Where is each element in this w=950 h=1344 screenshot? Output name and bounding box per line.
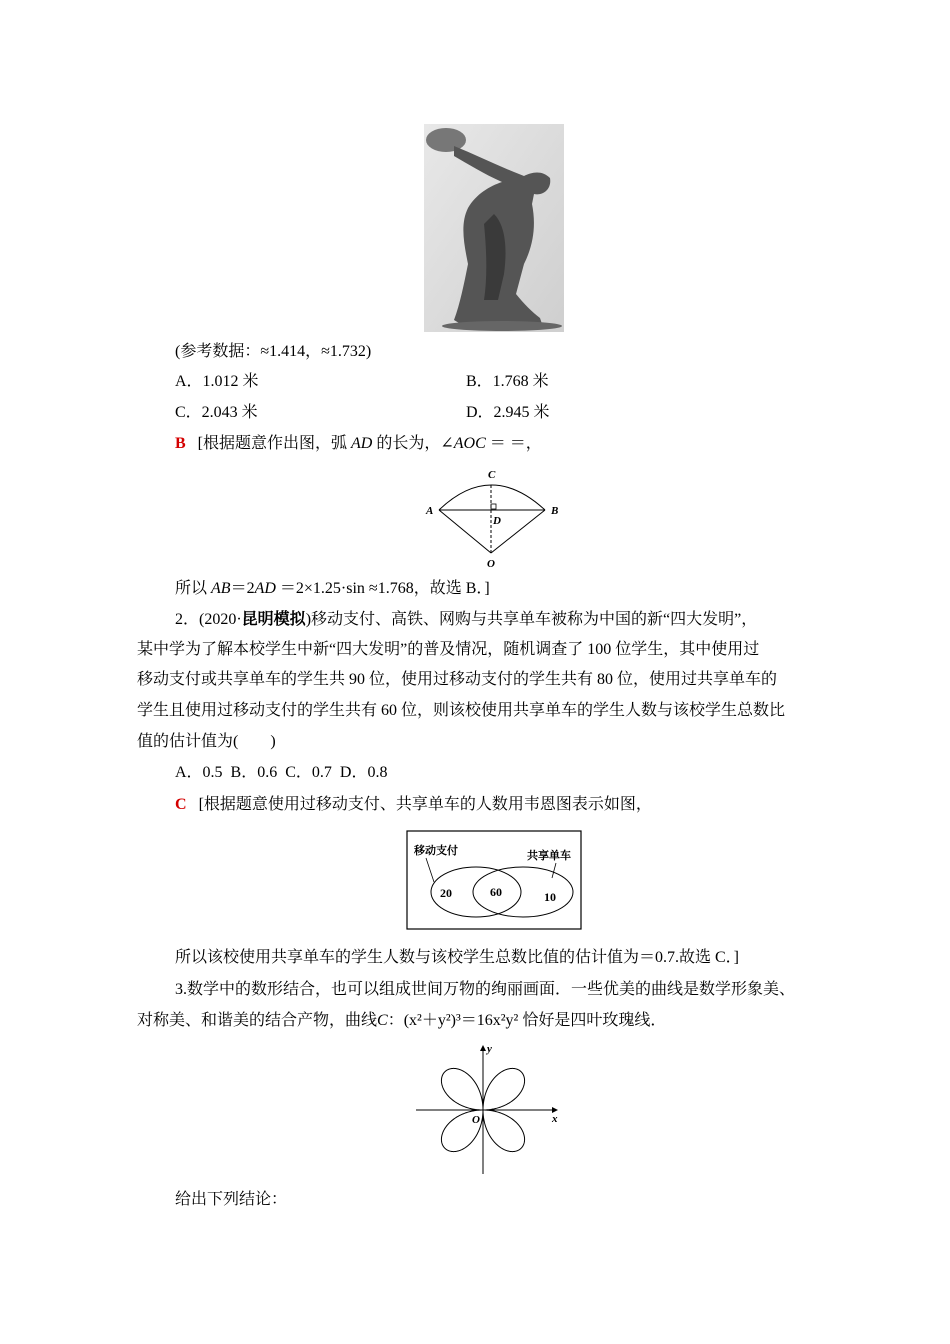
q1-explain-var-aoc: AOC (453, 435, 486, 452)
q1-explain2-text-b: ＝2 (230, 580, 255, 597)
q2-explain-text: [根据题意使用过移动支付、共享单车的人数用韦恩图表示如图， (198, 796, 652, 813)
q2-line1-text: )移动支付、高铁、网购与共享单车被称为中国的新“四大发明”， (305, 611, 758, 628)
q2-line3: 移动支付或共享单车的学生共 90 位，使用过移动支付的学生共有 80 位，使用过共享单车的 (137, 671, 778, 688)
statue-image (424, 124, 564, 332)
q2-line2: 某中学为了解本校学生中新“四大发明”的普及情况，随机调查了 100 位学生，其中使用过 (137, 641, 760, 658)
q1-option-c: C．2.043 米 (175, 404, 258, 421)
q1-option-b: B．1.768 米 (466, 373, 549, 390)
rose-curve-figure (412, 1042, 562, 1176)
q2-line1 (175, 610, 757, 630)
fig-label-o: O (487, 558, 495, 570)
fig-label-b: B (551, 505, 559, 517)
q3-line2-text-a: 对称美、和谐美的结合产物，曲线 (137, 1012, 378, 1029)
fig-label-d: D (493, 515, 501, 527)
q1-explain2-var-ab: AB (211, 580, 231, 597)
q1-explain-text-c: ＝ ＝， (489, 435, 542, 452)
q3-line3: 给出下列结论： (175, 1191, 288, 1208)
q3-line2-text-b: ：(x²＋y²)³＝16x²y² 恰好是四叶玫瑰线． (387, 1012, 667, 1029)
q3-line1: 3.数学中的数形结合，也可以组成世间万物的绚丽画面．一些优美的曲线是数学形象美、 (175, 981, 796, 998)
q3-curve-name: C (377, 1012, 388, 1029)
reference-data: (参考数据：≈1.414，≈1.732) (175, 343, 372, 360)
q2-line4: 学生且使用过移动支付的学生共有 60 位，则该校使用共享单车的学生人数与该校学生总数比 (137, 702, 786, 719)
axis-label-x: x (552, 1113, 558, 1125)
q2-answer-letter: C (175, 796, 187, 813)
q2-number: 2．(2020· (175, 611, 242, 628)
venn-value-right: 10 (544, 890, 556, 904)
q1-option-a: A．1.012 米 (175, 373, 259, 390)
venn-diagram (406, 830, 582, 930)
q1-explain-text-a: [根据题意作出图，弧 (197, 435, 348, 452)
q2-source: 昆明模拟 (241, 611, 306, 628)
q1-explanation-line1 (175, 434, 542, 454)
axis-label-origin: O (472, 1114, 480, 1126)
q2-options: A．0.5 B．0.6 C．0.7 D．0.8 (175, 764, 388, 781)
q2-explanation-line2: 所以该校使用共享单车的学生人数与该校学生总数比值的估计值为＝0.7.故选 C．] (175, 949, 740, 966)
q1-explain-var-ad: AD (351, 435, 373, 452)
fig-label-c: C (488, 469, 496, 481)
q3-line2 (137, 1011, 666, 1031)
venn-value-left: 20 (440, 886, 452, 900)
q1-explain2-var-ad: AD (254, 580, 276, 597)
q1-explain2-text-c: ＝2×1.25·sin ≈1.768，故选 B．] (279, 580, 490, 597)
fig-label-a: A (426, 505, 434, 517)
q1-option-d: D．2.945 米 (466, 404, 550, 421)
venn-label-right: 共享单车 (527, 850, 571, 862)
venn-label-left: 移动支付 (414, 845, 458, 857)
axis-label-y: y (487, 1043, 492, 1055)
q1-explain2-text-a: 所以 (175, 580, 208, 597)
q1-explanation-line2 (175, 579, 490, 599)
q2-explanation-line1 (175, 795, 652, 815)
venn-value-middle: 60 (490, 885, 502, 899)
q1-answer-letter: B (175, 435, 186, 452)
q2-line5: 值的估计值为( ) (137, 733, 276, 750)
sector-figure (420, 466, 570, 572)
q1-explain-text-b: 的长为，∠ (376, 435, 454, 452)
